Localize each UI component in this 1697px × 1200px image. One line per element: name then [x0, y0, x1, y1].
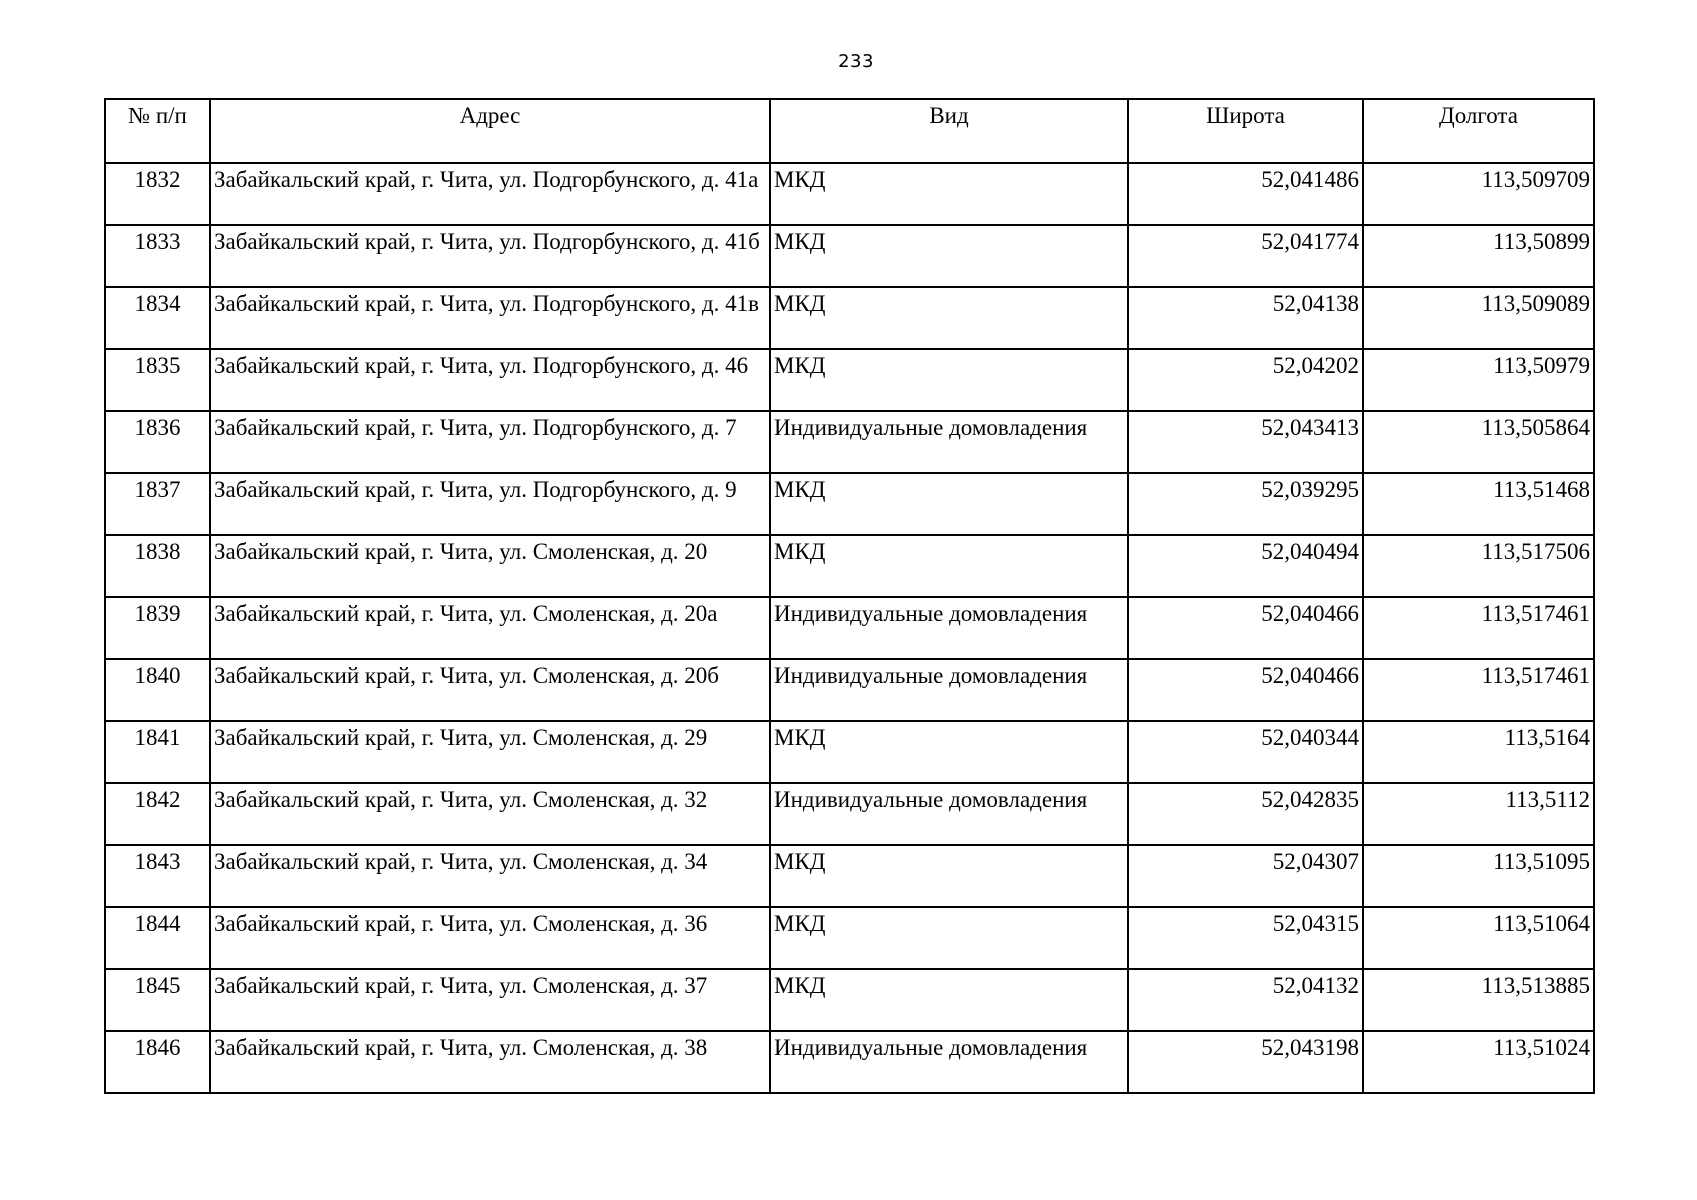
cell-kind: МКД [770, 907, 1128, 969]
address-table [104, 98, 1595, 1094]
cell-address: Забайкальский край, г. Чита, ул. Смоленская, д. 20 [210, 535, 770, 597]
cell-num: 1845 [105, 969, 210, 1031]
cell-latitude: 52,043198 [1128, 1031, 1363, 1093]
cell-num: 1841 [105, 721, 210, 783]
table-row [105, 411, 1594, 473]
cell-num: 1833 [105, 225, 210, 287]
table-body [105, 163, 1594, 1093]
cell-latitude: 52,04138 [1128, 287, 1363, 349]
table-row [105, 1031, 1594, 1093]
table-row [105, 473, 1594, 535]
cell-longitude: 113,517461 [1363, 597, 1594, 659]
cell-longitude: 113,513885 [1363, 969, 1594, 1031]
table-row [105, 287, 1594, 349]
cell-longitude: 113,51095 [1363, 845, 1594, 907]
cell-kind: МКД [770, 473, 1128, 535]
cell-longitude: 113,517506 [1363, 535, 1594, 597]
table-row [105, 163, 1594, 225]
cell-longitude: 113,51024 [1363, 1031, 1594, 1093]
cell-longitude: 113,50899 [1363, 225, 1594, 287]
cell-num: 1839 [105, 597, 210, 659]
cell-num: 1844 [105, 907, 210, 969]
cell-latitude: 52,041486 [1128, 163, 1363, 225]
cell-address: Забайкальский край, г. Чита, ул. Подгорбунского, д. 9 [210, 473, 770, 535]
cell-longitude: 113,509709 [1363, 163, 1594, 225]
cell-longitude: 113,5164 [1363, 721, 1594, 783]
cell-kind: МКД [770, 287, 1128, 349]
cell-kind: Индивидуальные домовладения [770, 411, 1128, 473]
cell-longitude: 113,5112 [1363, 783, 1594, 845]
cell-num: 1837 [105, 473, 210, 535]
cell-latitude: 52,039295 [1128, 473, 1363, 535]
header-address: Адрес [210, 99, 770, 163]
cell-longitude: 113,50979 [1363, 349, 1594, 411]
cell-num: 1832 [105, 163, 210, 225]
header-row [105, 99, 1594, 163]
table-row [105, 225, 1594, 287]
cell-kind: Индивидуальные домовладения [770, 659, 1128, 721]
header-longitude: Долгота [1363, 99, 1594, 163]
cell-kind: МКД [770, 535, 1128, 597]
cell-num: 1838 [105, 535, 210, 597]
page-number: 233 [838, 51, 874, 72]
table-row [105, 845, 1594, 907]
cell-kind: Индивидуальные домовладения [770, 1031, 1128, 1093]
cell-kind: Индивидуальные домовладения [770, 597, 1128, 659]
cell-address: Забайкальский край, г. Чита, ул. Подгорбунского, д. 41а [210, 163, 770, 225]
cell-address: Забайкальский край, г. Чита, ул. Смоленская, д. 37 [210, 969, 770, 1031]
cell-latitude: 52,043413 [1128, 411, 1363, 473]
cell-latitude: 52,040494 [1128, 535, 1363, 597]
cell-longitude: 113,51468 [1363, 473, 1594, 535]
cell-num: 1843 [105, 845, 210, 907]
cell-num: 1836 [105, 411, 210, 473]
cell-longitude: 113,517461 [1363, 659, 1594, 721]
cell-num: 1842 [105, 783, 210, 845]
header-latitude: Широта [1128, 99, 1363, 163]
table-header [105, 99, 1594, 163]
cell-kind: МКД [770, 969, 1128, 1031]
cell-num: 1835 [105, 349, 210, 411]
table-row [105, 349, 1594, 411]
cell-longitude: 113,505864 [1363, 411, 1594, 473]
header-kind: Вид [770, 99, 1128, 163]
cell-address: Забайкальский край, г. Чита, ул. Смоленская, д. 38 [210, 1031, 770, 1093]
cell-latitude: 52,040466 [1128, 597, 1363, 659]
cell-num: 1846 [105, 1031, 210, 1093]
cell-latitude: 52,04307 [1128, 845, 1363, 907]
cell-latitude: 52,04315 [1128, 907, 1363, 969]
cell-kind: МКД [770, 845, 1128, 907]
cell-address: Забайкальский край, г. Чита, ул. Смоленская, д. 36 [210, 907, 770, 969]
cell-latitude: 52,04132 [1128, 969, 1363, 1031]
cell-kind: Индивидуальные домовладения [770, 783, 1128, 845]
cell-latitude: 52,040466 [1128, 659, 1363, 721]
cell-latitude: 52,04202 [1128, 349, 1363, 411]
cell-address: Забайкальский край, г. Чита, ул. Смоленская, д. 20б [210, 659, 770, 721]
table-row [105, 659, 1594, 721]
table-row [105, 907, 1594, 969]
cell-latitude: 52,041774 [1128, 225, 1363, 287]
cell-address: Забайкальский край, г. Чита, ул. Подгорбунского, д. 41в [210, 287, 770, 349]
header-num: № п/п [105, 99, 210, 163]
cell-latitude: 52,040344 [1128, 721, 1363, 783]
cell-kind: МКД [770, 721, 1128, 783]
cell-address: Забайкальский край, г. Чита, ул. Смоленская, д. 29 [210, 721, 770, 783]
table-row [105, 535, 1594, 597]
table-row [105, 597, 1594, 659]
cell-longitude: 113,51064 [1363, 907, 1594, 969]
cell-num: 1840 [105, 659, 210, 721]
cell-address: Забайкальский край, г. Чита, ул. Смоленская, д. 20а [210, 597, 770, 659]
cell-kind: МКД [770, 163, 1128, 225]
cell-longitude: 113,509089 [1363, 287, 1594, 349]
table-row [105, 721, 1594, 783]
cell-kind: МКД [770, 349, 1128, 411]
cell-address: Забайкальский край, г. Чита, ул. Подгорбунского, д. 7 [210, 411, 770, 473]
cell-num: 1834 [105, 287, 210, 349]
table-row [105, 969, 1594, 1031]
cell-address: Забайкальский край, г. Чита, ул. Подгорбунского, д. 46 [210, 349, 770, 411]
table-row [105, 783, 1594, 845]
cell-address: Забайкальский край, г. Чита, ул. Смоленская, д. 34 [210, 845, 770, 907]
cell-latitude: 52,042835 [1128, 783, 1363, 845]
cell-kind: МКД [770, 225, 1128, 287]
cell-address: Забайкальский край, г. Чита, ул. Смоленская, д. 32 [210, 783, 770, 845]
cell-address: Забайкальский край, г. Чита, ул. Подгорбунского, д. 41б [210, 225, 770, 287]
